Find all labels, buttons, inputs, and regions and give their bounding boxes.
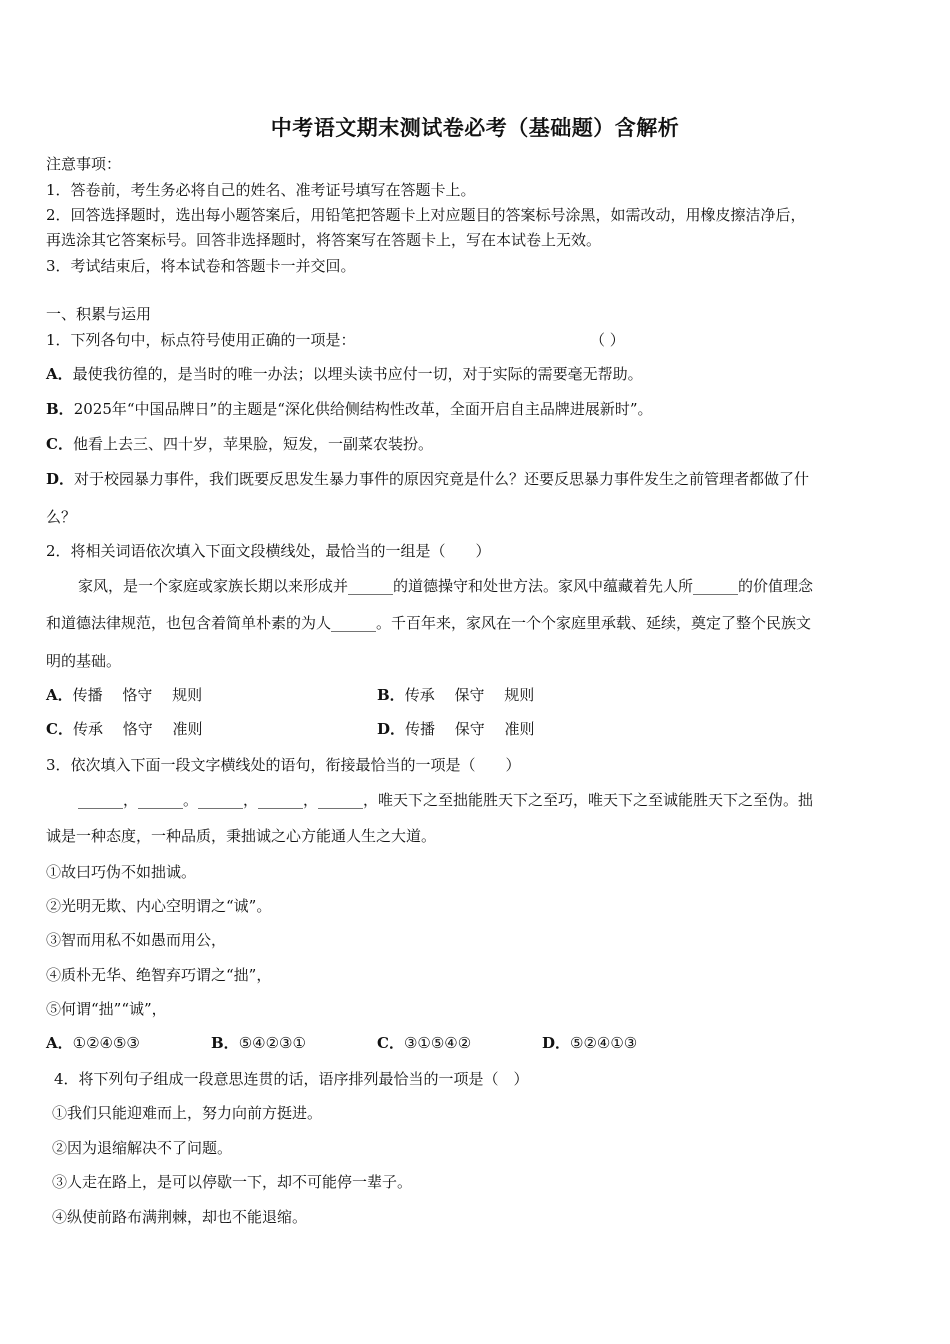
q2-option-c[interactable]	[46, 718, 203, 739]
option-text: 2025年“中国品牌日”的主题是“深化供给侧结构性改革，全面开启自主品牌进展新时”。	[73, 400, 653, 418]
option-text: 对于校园暴力事件，我们既要反思发生暴力事件的原因究竟是什么？还要反思暴力事件发生之前管理者都做了什	[74, 470, 810, 488]
option-letter: C．	[46, 435, 73, 453]
q1-option-c[interactable]	[46, 433, 433, 454]
q2-option-d[interactable]	[377, 718, 535, 739]
q3-item-2: ②光明无欺、内心空明谓之“诚”。	[46, 897, 272, 915]
q1-option-a[interactable]	[46, 363, 643, 384]
option-letter: A．	[46, 365, 73, 383]
option-text: 他看上去三、四十岁，苹果脸，短发，一副菜农装扮。	[72, 435, 433, 453]
q4-stem: 4．将下列句子组成一段意思连贯的话，语序排列最恰当的一项是（ ）	[54, 1070, 529, 1088]
q3-item-3: ③智而用私不如愚而用公，	[46, 931, 227, 949]
option-text: 传承 恪守 准则	[72, 720, 203, 738]
q1-option-b[interactable]	[46, 398, 653, 419]
q4-item-3: ③人走在路上，是可以停歇一下，却不可能停一辈子。	[52, 1173, 413, 1191]
option-text: 传承 保守 规则	[404, 686, 535, 704]
option-letter: C．	[377, 1034, 404, 1052]
q3-option-d[interactable]	[542, 1032, 637, 1053]
option-letter: D．	[542, 1034, 571, 1052]
option-text: ⑤④②③①	[238, 1034, 306, 1052]
option-letter: D．	[377, 720, 406, 738]
q1-stem: 1．下列各句中，标点符号使用正确的一项是：	[46, 331, 356, 349]
section-heading: 一、积累与运用	[46, 305, 152, 323]
option-text: ①②④⑤③	[72, 1034, 140, 1052]
q2-passage-line-1: 家风，是一个家庭或家族长期以来形成并______的道德操守和处世方法。家风中蕴藏着先人所______的价值理念	[78, 577, 814, 595]
q1-option-d[interactable]	[46, 468, 809, 489]
q3-passage-line-1: ______，______。______，______，______，唯天下之至拙能胜天下之至巧，唯天下之至诚能胜天下之至伪。拙	[78, 791, 814, 809]
option-letter: A．	[46, 686, 73, 704]
option-letter: A．	[46, 1034, 73, 1052]
notice-item-1: 1．答卷前，考生务必将自己的姓名、准考证号填写在答题卡上。	[46, 181, 476, 199]
option-text: 最使我彷徨的，是当时的唯一办法；以埋头读书应付一切，对于实际的需要毫无帮助。	[72, 365, 643, 383]
q3-item-4: ④质朴无华、绝智弃巧谓之“拙”，	[46, 966, 272, 984]
q2-option-a[interactable]	[46, 684, 202, 705]
page-title: 中考语文期末测试卷必考（基础题）含解析	[270, 116, 680, 140]
option-letter: B．	[211, 1034, 239, 1052]
notice-heading: 注意事项：	[46, 155, 122, 173]
q3-passage-line-2: 诚是一种态度，一种品质，秉拙诚之心方能通人生之大道。	[46, 827, 437, 845]
option-letter: C．	[46, 720, 73, 738]
q4-item-1: ①我们只能迎难而上，努力向前方挺进。	[52, 1104, 323, 1122]
option-text: ③①⑤④②	[403, 1034, 472, 1052]
notice-item-2-cont: 再选涂其它答案标号。回答非选择题时，将答案写在答题卡上，写在本试卷上无效。	[46, 231, 602, 249]
option-text: 传播 保守 准则	[405, 720, 535, 738]
q2-passage-line-2: 和道德法律规范，也包含着简单朴素的为人______。千百年来，家风在一个个家庭里承载、延续，奠定了整个民族文	[46, 614, 812, 632]
option-text: 传播 恪守 规则	[72, 686, 203, 704]
q3-stem: 3．依次填入下面一段文字横线处的语句，衔接最恰当的一项是（ ）	[46, 756, 521, 774]
q3-option-b[interactable]	[211, 1032, 306, 1053]
q3-item-5: ⑤何谓“拙”“诚”，	[46, 1000, 167, 1018]
q3-option-c[interactable]	[377, 1032, 471, 1053]
q2-passage-line-3: 明的基础。	[46, 652, 122, 670]
q4-item-4: ④纵使前路布满荆棘，却也不能退缩。	[52, 1208, 308, 1226]
q1-answer-paren: （ ）	[590, 331, 625, 349]
q2-option-b[interactable]	[377, 684, 534, 705]
q3-item-1: ①故曰巧伪不如拙诚。	[46, 863, 197, 881]
option-text: ⑤②④①③	[570, 1034, 638, 1052]
option-letter: D．	[46, 470, 75, 488]
q1-option-d-cont: 么？	[46, 508, 77, 526]
option-letter: B．	[46, 400, 74, 418]
notice-item-3: 3．考试结束后，将本试卷和答题卡一并交回。	[46, 257, 356, 275]
q3-option-a[interactable]	[46, 1032, 140, 1053]
q4-item-2: ②因为退缩解决不了问题。	[52, 1139, 233, 1157]
q2-stem: 2．将相关词语依次填入下面文段横线处，最恰当的一组是（ ）	[46, 542, 491, 560]
notice-item-2: 2．回答选择题时，选出每小题答案后，用铅笔把答题卡上对应题目的答案标号涂黑，如需改动，用橡皮擦洁净后，	[46, 206, 806, 224]
option-letter: B．	[377, 686, 405, 704]
